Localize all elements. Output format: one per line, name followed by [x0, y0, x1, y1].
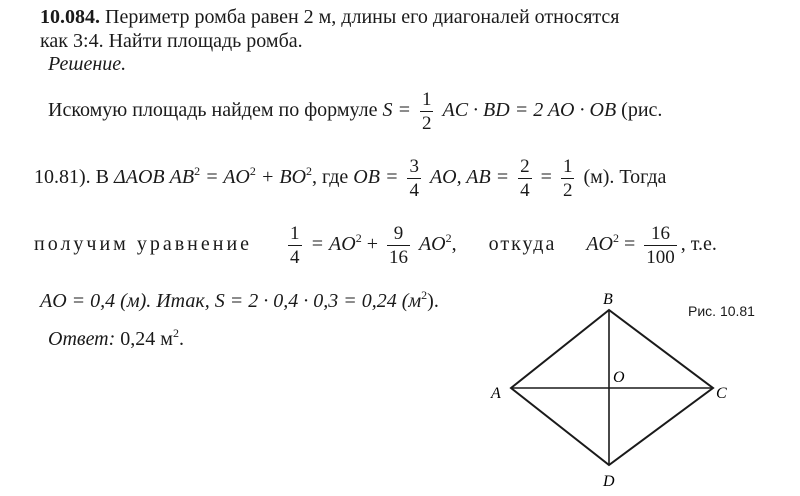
sup: 2 [445, 231, 452, 246]
ao-ab: AO, AB = [429, 166, 510, 189]
ie: , т.е. [680, 233, 717, 256]
para3-text: получим уравнение [34, 233, 253, 256]
fraction-denominator: 2 [421, 113, 432, 134]
sup: 2 [194, 164, 201, 179]
fraction-numerator: 16 [644, 224, 677, 246]
ob-label: OB = [353, 166, 399, 189]
answer-value: 0,24 м [120, 328, 173, 350]
eq-ab: AB [169, 166, 195, 189]
eq-ao: = AO [205, 166, 250, 189]
plus-sign: + [366, 233, 378, 256]
point-label-c: C [716, 385, 727, 402]
figure-caption: Рис. 10.81 [688, 303, 755, 319]
comma: , [451, 233, 457, 256]
para2-where: , где [312, 166, 349, 189]
fraction-denominator: 4 [290, 247, 300, 268]
fraction-denominator: 16 [388, 247, 408, 268]
para4-close: ). [427, 290, 439, 312]
problem-text-2: как 3:4. Найти площадь ромба. [40, 30, 303, 52]
formula-s: S = [382, 99, 411, 122]
sup: 2 [613, 231, 620, 246]
fraction-numerator: 9 [387, 224, 410, 246]
point-label-d: D [603, 473, 615, 490]
solution-label: Решение. [48, 53, 127, 75]
fraction-numerator: 2 [520, 156, 530, 177]
fraction-numerator: 1 [562, 156, 573, 177]
triangle-aob: ΔAOB [114, 166, 165, 189]
fraction-denominator: 4 [520, 180, 530, 201]
answer-end: . [178, 328, 184, 350]
eq-sign: = [540, 166, 552, 189]
para2-unit: (м). Тогда [583, 166, 667, 189]
eq-ao: = AO [310, 233, 356, 256]
fraction-numerator: 3 [409, 156, 419, 177]
para1-ref: (рис. [621, 99, 663, 122]
sup: 2 [421, 288, 428, 302]
para1-intro: Искомую площадь найдем по формуле [48, 99, 378, 122]
ao-term: AO [418, 233, 446, 256]
ao-squared: AO [586, 233, 614, 256]
fraction-denominator: 2 [562, 180, 573, 201]
fraction-numerator: 1 [421, 89, 432, 110]
problem-number: 10.084. [40, 6, 100, 28]
para2-ref-end: 10.81). В [34, 166, 109, 189]
sup: 2 [306, 164, 313, 179]
point-label-a: A [491, 385, 501, 402]
point-label-b: B [603, 291, 613, 308]
para4-text: AO = 0,4 (м). Итак, S = 2 · 0,4 · 0,3 = 0,24 (м [40, 290, 422, 312]
sup: 2 [172, 326, 179, 340]
answer-label: Ответ: [48, 328, 116, 350]
fraction-denominator: 4 [409, 180, 419, 201]
eq-bo: + BO [260, 166, 307, 189]
fraction-numerator: 1 [290, 223, 300, 244]
fraction-denominator: 100 [646, 247, 675, 268]
whence: откуда [488, 233, 557, 256]
eq-sign: = [624, 233, 636, 256]
formula-rest: AC · BD = 2 AO · OB [442, 99, 617, 122]
point-label-o: O [613, 369, 625, 386]
sup: 2 [249, 164, 256, 179]
problem-text-1: Периметр ромба равен 2 м, длины его диагоналей относятся [105, 6, 620, 28]
sup: 2 [355, 231, 362, 246]
